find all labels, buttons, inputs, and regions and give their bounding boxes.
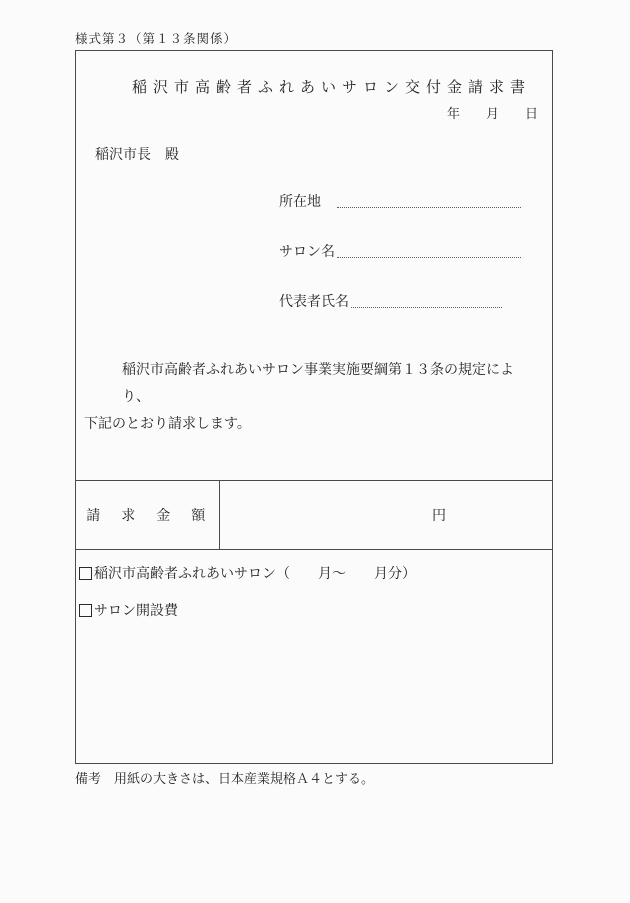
date-fill-line: 年 月 日 [446, 106, 538, 121]
salon-name-fill-line[interactable] [337, 257, 521, 258]
form-title: 稲沢市高齢者ふれあいサロン交付金請求書 [132, 80, 532, 96]
representative-label: 代表者氏名 [279, 295, 349, 310]
request-statement-line1: 稲沢市高齢者ふれあいサロン事業実施要綱第１３条の規定により、 [122, 363, 514, 405]
field-row-location [279, 191, 521, 211]
claim-item-opening-cost-label: サロン開設費 [94, 604, 178, 619]
yen-unit-label: 円 [432, 509, 446, 524]
addressee-line: 稲沢市長 殿 [95, 148, 179, 163]
field-row-representative [279, 291, 502, 311]
location-fill-line[interactable] [337, 207, 521, 208]
amount-value-cell[interactable] [220, 481, 552, 549]
salon-name-label: サロン名 [279, 245, 335, 260]
representative-fill-line[interactable] [351, 307, 502, 308]
form-border-box [75, 50, 553, 764]
amount-table-row [76, 480, 552, 550]
paper-size-note: 備考 用紙の大きさは、日本産業規格Ａ４とする。 [75, 771, 375, 786]
location-label: 所在地 [279, 195, 321, 210]
claim-item-opening-cost [79, 600, 178, 620]
opening-cost-checkbox[interactable] [79, 604, 92, 617]
amount-label-cell [76, 481, 220, 549]
field-row-salon-name [279, 241, 521, 261]
request-statement-line2: 下記のとおり請求します。 [84, 417, 251, 432]
form-reference-label: 様式第３（第１３条関係） [75, 32, 238, 46]
claim-item-salon [79, 563, 416, 583]
claim-item-salon-label: 稲沢市高齢者ふれあいサロン（ 月～ 月分） [94, 567, 416, 582]
salon-checkbox[interactable] [79, 567, 92, 580]
amount-label: 請 求 金 額 [86, 509, 209, 524]
request-statement [84, 357, 536, 438]
